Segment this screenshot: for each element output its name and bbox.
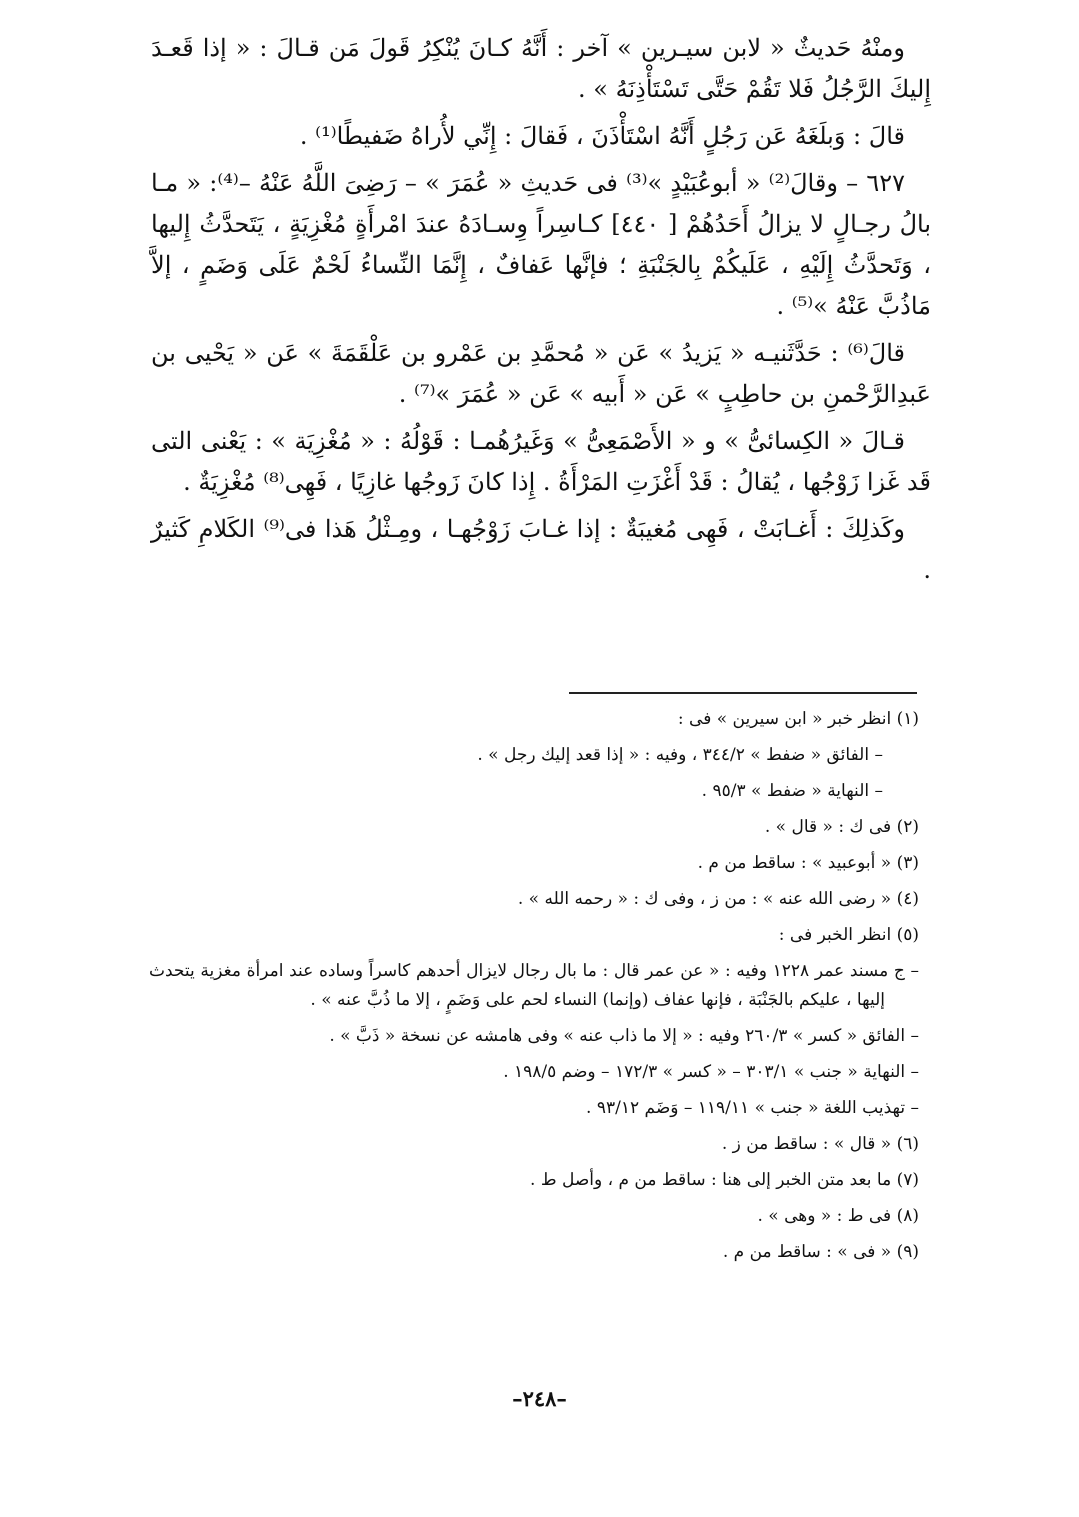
paragraph-ibn-sirin: ومنْهُ حَديثٌ « لابن سيـرين » آخر : أَنَّهُ كـانَ يُنْكِرُ قَولَ مَن قـالَ : « إذا قَعـدَ إِليكَ الرَّجُلُ فَلا تَقُمْ حَتَّى تَسْتَأْذِنَهُ » . (151, 34, 931, 103)
paragraph-entry-627: ٦٢٧ – وقالَ⁽²⁾ « أبوعُبَيْدٍ »⁽³⁾ فى حَديثِ « عُمَرَ » – رَضِىَ اللَّهُ عَنْهُ –⁽⁴⁾: « مـا بالُ رجـالٍ لا يزالُ أَحَدُهُمْ [ ٤٤٠] كـاسِراً وِسـادَهُ عندَ امْرأَةٍ مُغْزِيَةٍ ، يَتَحدَّثُ إِليها ، وَتَحدَّثُ إِلَيْهِ ، عَلَيكُمْ بِالجَنْبَةِ ؛ فإنَّها عَفافٌ ، إِنَّمَا النِّساءُ لَحْمٌ عَلَى وَضَمٍ ، إلاَّ مَاذُبَّ عَنْهُ »⁽⁵⁾ . (151, 169, 932, 320)
footnote-5-ref-musnad: – ج مسند عمر ١٢٢٨ وفيه : « عن عمر قال : ما بال رجال لايزال أحدهم كاسراً وساده عند امرأة مغزية يتحدث إليها ، عليكم بالجَنْبَة ، فإنها عفاف (وإنما) النساء لحم على وَضَمٍ ، إلا ما ذُبَّ عنه » . (149, 961, 919, 1010)
footnote-9: (٩) « فى » : ساقط من م . (722, 1242, 919, 1262)
main-text-body (151, 28, 931, 597)
footnote-7: (٧) ما بعد متن الخبر إلى هنا : ساقط من م ، وأصل ط . (530, 1170, 919, 1190)
paragraph-dafit: قالَ : وَبلَغَهُ عَن رَجُلٍ أَنَّهُ اسْتَأْذَنَ ، فَقالَ : إِنِّي لأُراهُ ضَفيطًا⁽¹⁾ . (299, 122, 905, 150)
page-number: –٢٤٨– (512, 1386, 567, 1411)
footnote-1: (١) انظر خبر « ابن سيرين » فى : (677, 709, 919, 729)
footnote-6: (٦) « قال » : ساقط من ز . (721, 1134, 919, 1154)
footnote-5-ref-faiq: – الفائق « كسر » ٢٦٠/٣ وفيه : « إلا ما ذاب عنه » وفى هامشه عن نسخة « ذَبَّ » . (329, 1026, 919, 1046)
footnote-2: (٢) فى ك : « قال » . (764, 817, 919, 837)
footnote-5-ref-tahdhib: – تهذيب اللغة « جنب » ١١٩/١١ – وَضَم ٩٣/١٢ . (586, 1098, 919, 1118)
paragraph-mughiba: وكَذلِكَ : أَغـابَتْ ، فَهِى مُغيبَةٌ : إذا غـابَ زَوْجُهـا ، ومِـثْلُ هَذا فى⁽⁹⁾ الكَلامِ كَثيرٌ . (151, 515, 931, 584)
footnote-5: (٥) انظر الخبر فى : (778, 925, 919, 945)
footnote-1-ref-nihaya: – النهاية « ضفط » ٩٥/٣ . (701, 781, 883, 801)
paragraph-isnad: قالَ⁽⁶⁾ : حَدَّثَنيـه « يَزيدُ » عَن « مُحمَّدِ بن عَمْرو بن عَلْقَمَةَ » عَن « يَحْيى بن عَبدِالرَّحْمنِ بن حاطِبٍ » عَن « أَبيه » عَن « عُمَرَ »⁽⁷⁾ . (151, 339, 931, 408)
footnotes (149, 705, 919, 1274)
paragraph-mughziya: قـالَ « الكِسائىُّ » و « الأَصْمَعِىُّ » وَغَيرُهُمـا : قَوْلُهُ : « مُغْزِيَة » : يَعْنى التى قَد غَزا زَوْجُها ، يُقالُ : قَدْ أَغْزَتِ المَرْأَةُ . إِذا كانَ زَوجُها غازِيًا ، فَهِى⁽⁸⁾ مُغْزِيَةٌ . (151, 427, 931, 496)
footnote-5-ref-nihaya: – النهاية « جنب » ٣٠٣/١ – « كسر » ١٧٢/٣ – وضم ١٩٨/٥ . (503, 1062, 919, 1082)
footnote-1-ref-faiq: – الفائق « ضفط » ٣٤٤/٢ ، وفيه : « إذا قعد إليك رجل » . (477, 745, 883, 765)
footnote-4: (٤) « رضى الله عنه » : من ز ، وفى ك : « رحمه الله » . (517, 889, 919, 909)
footnote-8: (٨) فى ط : « وهى » . (757, 1206, 919, 1226)
footnote-3: (٣) « أبوعبيد » : ساقط من م . (697, 853, 919, 873)
footnote-divider (569, 692, 917, 694)
